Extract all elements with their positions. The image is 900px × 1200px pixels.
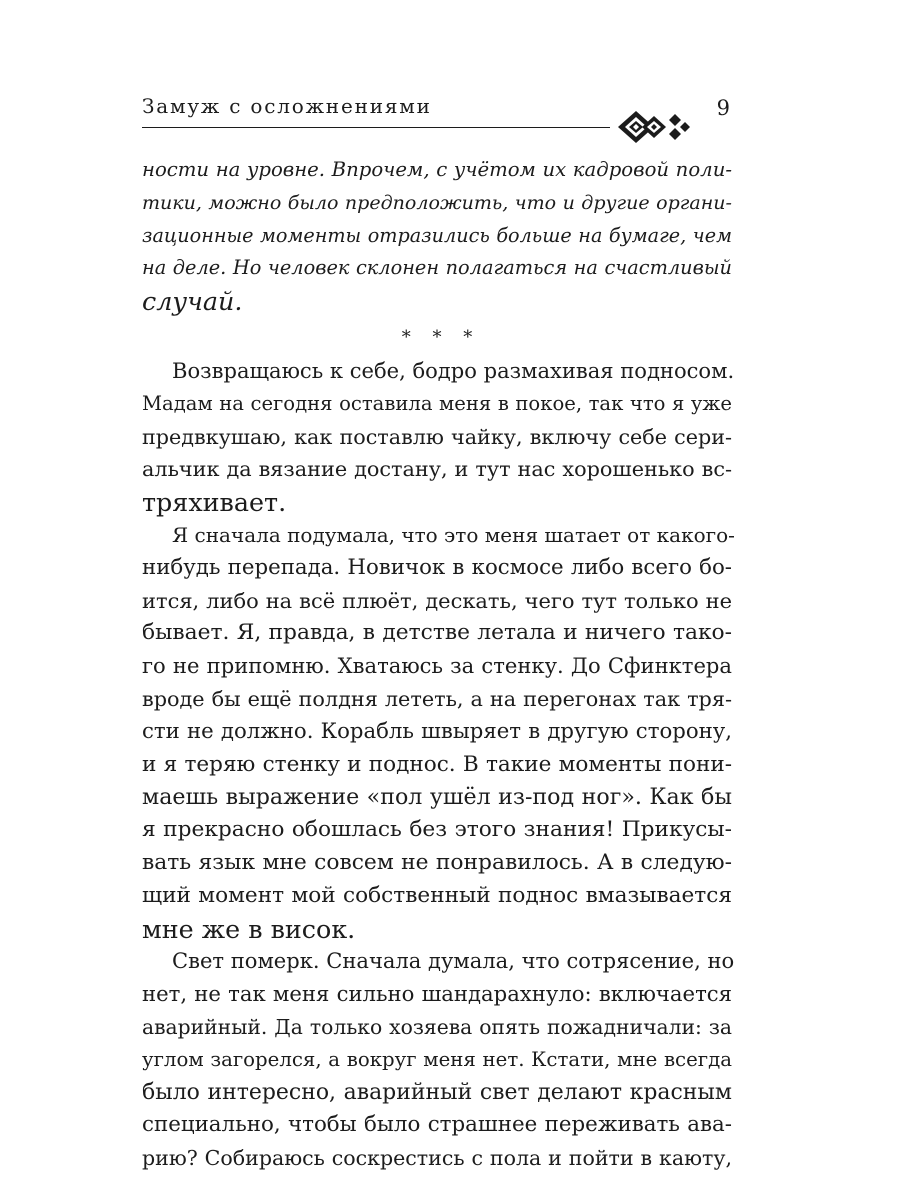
text-line: тряхивает.	[142, 487, 287, 518]
text-line: Мадам на сегодня оставила меня в покое, так что я уже	[142, 391, 732, 415]
text-line: случай.	[142, 286, 243, 317]
text-line: Возвращаюсь к себе, бодро размахивая подносом.	[172, 357, 735, 383]
text-line: вроде бы ещё полдня лететь, а на перегонах так тря-	[142, 686, 732, 711]
text-line: зационные моменты отразились больше на бумаге, чем	[142, 223, 732, 247]
italic-paragraph	[142, 154, 732, 318]
text-line: ности на уровне. Впрочем, с учётом их кадровой поли-	[142, 158, 732, 181]
text-line: рию? Собираюсь соскрестись с пола и пойти в каюту,	[142, 1146, 732, 1171]
header-rule	[142, 127, 610, 128]
diamond-ornament-icon	[616, 108, 692, 146]
scene-separator: * * *	[401, 326, 481, 348]
text-line: нибудь перепада. Новичок в космосе либо всего бо-	[142, 554, 732, 580]
paragraph	[142, 945, 735, 1175]
text-line: аварийный. Да только хозяева опять пожадничали: за	[142, 1014, 732, 1039]
paragraph	[142, 519, 735, 945]
book-title: Замуж с осложнениями	[142, 94, 432, 118]
text-line: щий момент мой собственный поднос вмазывается	[142, 882, 732, 908]
text-line: ится, либо на всё плюёт, дескать, чего тут только не	[142, 588, 732, 613]
text-line: я прекрасно обошлась без этого знания! Прикусы-	[142, 817, 732, 843]
text-line: и я теряю стенку и поднос. В такие моменты пони-	[142, 751, 732, 777]
text-line: нет, не так меня сильно шандарахнуло: включается	[142, 981, 732, 1007]
paragraph	[142, 355, 735, 519]
text-line: тики, можно было предположить, что и другие органи-	[142, 191, 732, 214]
text-line: бывает. Я, правда, в детстве летала и ничего тако-	[142, 620, 732, 646]
text-line: мне же в висок.	[142, 913, 356, 944]
text-line: на деле. Но человек склонен полагаться на счастливый	[142, 256, 732, 280]
text-line: Свет померк. Сначала думала, что сотрясение, но	[172, 948, 735, 974]
text-line: было интересно, аварийный свет делают красным	[142, 1079, 732, 1105]
page-body	[142, 154, 735, 1175]
text-line: предвкушаю, как поставлю чайку, включу себе сери-	[142, 424, 732, 449]
text-line: углом загорелся, а вокруг меня нет. Кстати, мне всегда	[142, 1047, 732, 1071]
text-line: го не припомню. Хватаюсь за стенку. До Сфинктера	[142, 653, 732, 679]
text-line: специально, чтобы было страшнее переживать ава-	[142, 1112, 732, 1138]
page-number: 9	[716, 96, 730, 120]
running-header	[142, 92, 732, 142]
text-line: сти не должно. Корабль швыряет в другую сторону,	[142, 718, 732, 744]
text-line: Я сначала подумала, что это меня шатает от какого-	[172, 522, 735, 547]
text-line: альчик да вязание достану, и тут нас хорошенько вс-	[142, 457, 732, 482]
text-line: вать язык мне совсем не понравилось. А в следую-	[142, 849, 732, 875]
text-line: маешь выражение «пол ушёл из-под ног». Как бы	[142, 784, 732, 811]
